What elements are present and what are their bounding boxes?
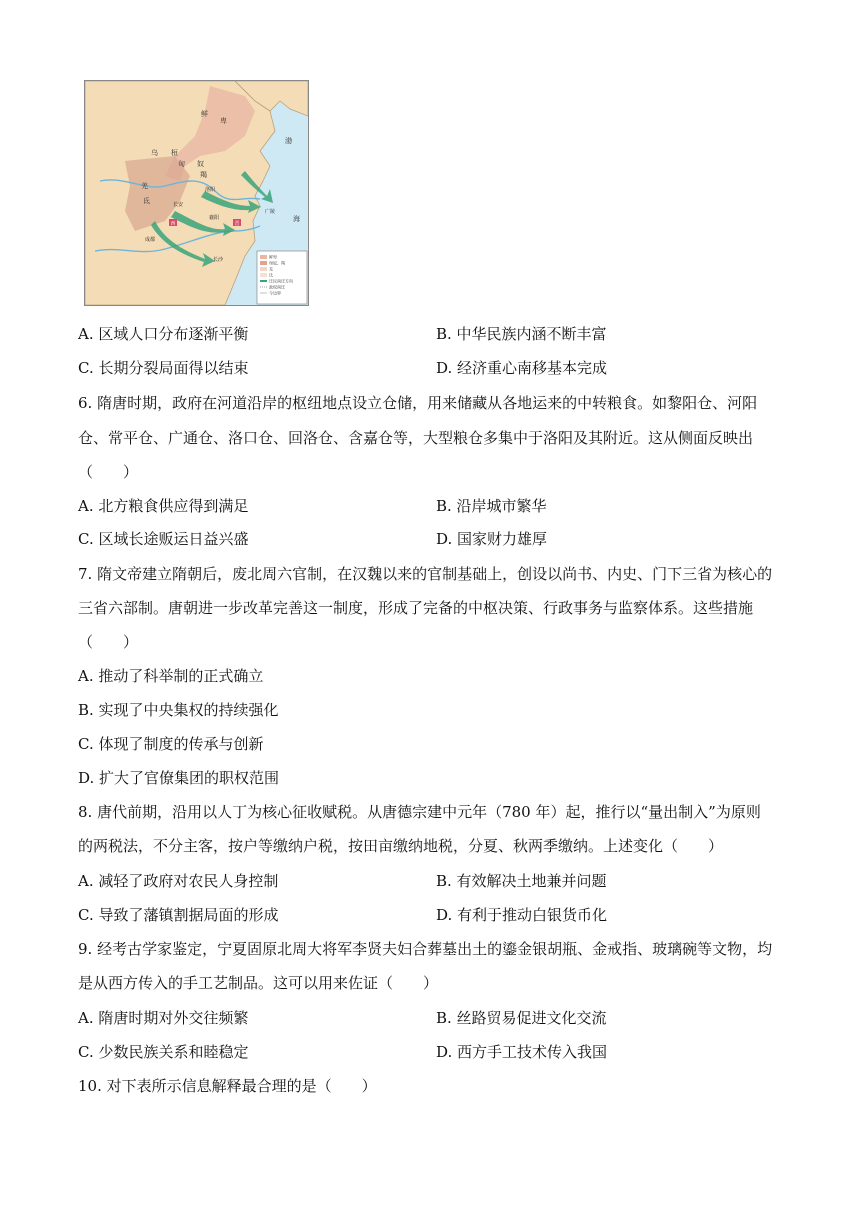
q5-option-c: C. 长期分裂局面得以结束 xyxy=(78,359,249,377)
q5-option-d: D. 经济重心南移基本完成 xyxy=(436,359,608,377)
q5-option-a: A. 区域人口分布逐渐平衡 xyxy=(78,325,249,343)
historical-migration-map xyxy=(84,80,309,306)
q6-option-c: C. 区域长途贩运日益兴盛 xyxy=(78,530,249,548)
map-label-bei: 卑 xyxy=(220,117,227,125)
q7-stem-line-2: 三省六部制。唐朝进一步改革完善这一制度，形成了完备的中枢决策、行政事务与监察体系。这些措施 xyxy=(78,599,754,617)
map-label-luoyang: 洛阳 xyxy=(205,187,216,193)
q10-stem-line-1: 10. 对下表所示信息解释最合理的是（ ） xyxy=(78,1077,377,1095)
q7-option-b: B. 实现了中央集权的持续强化 xyxy=(78,701,279,719)
map-label-nu: 奴 xyxy=(197,160,204,168)
q9-option-d: D. 西方手工技术传入我国 xyxy=(436,1043,608,1061)
map-label-xiangyang: 襄阳 xyxy=(209,215,220,221)
q9-option-c: C. 少数民族关系和睦稳定 xyxy=(78,1043,249,1061)
q5-option-b: B. 中华民族内涵不断丰富 xyxy=(436,325,607,343)
map-label-wu: 乌 xyxy=(151,149,158,157)
q8-stem-line-1: 8. 唐代前期，沿用以人丁为核心征收赋税。从唐德宗建中元年（780 年）起，推行以“量出制入”为原则 xyxy=(78,803,761,821)
map-label-xiong: 匈 xyxy=(178,160,185,168)
map-label-jie: 羯 xyxy=(200,171,207,179)
capital-marker-2-text: 晋 xyxy=(234,221,240,227)
q8-stem-line-2: 的两税法，不分主客，按户等缴纳户税，按田亩缴纳地税，分夏、秋两季缴纳。上述变化（ ） xyxy=(78,837,724,855)
legend-text-3: 羌 xyxy=(269,266,273,272)
map-label-changsha: 长沙 xyxy=(213,257,224,263)
q6-option-b: B. 沿岸城市繁华 xyxy=(436,497,547,515)
q8-option-b: B. 有效解决土地兼并问题 xyxy=(436,872,607,890)
legend-text-1: 鲜卑 xyxy=(269,254,277,260)
q7-stem-line-3: （ ） xyxy=(78,633,139,651)
map-label-changan: 长安 xyxy=(173,202,184,208)
map-label-huan: 桓 xyxy=(171,149,178,157)
q7-option-a: A. 推动了科举制的正式确立 xyxy=(78,667,264,685)
q9-stem-line-2: 是从西方传入的手工艺制品。这可以用来佐证（ ） xyxy=(78,974,439,992)
map-label-di: 氐 xyxy=(143,197,150,205)
q7-option-d: D. 扩大了官僚集团的职权范围 xyxy=(78,769,280,787)
q6-option-a: A. 北方粮食供应得到满足 xyxy=(78,497,249,515)
legend-text-2: 匈奴、羯 xyxy=(269,260,285,266)
q8-option-a: A. 减轻了政府对农民人身控制 xyxy=(78,872,279,890)
capital-marker-1-text: 西 xyxy=(170,221,176,227)
map-label-guangling: 广陵 xyxy=(265,209,276,215)
legend-text-6: 政权南迁 xyxy=(269,284,285,290)
q7-option-c: C. 体现了制度的传承与创新 xyxy=(78,735,264,753)
legend-text-7: 今边界 xyxy=(269,290,281,296)
q6-stem-line-2: 仓、常平仓、广通仓、洛口仓、回洛仓、含嘉仓等，大型粮仓多集中于洛阳及其附近。这从侧面反映出 xyxy=(78,429,754,447)
map-label-xianbei: 鲜 xyxy=(201,110,208,118)
map-svg xyxy=(85,81,308,305)
q6-stem-line-1: 6. 隋唐时期，政府在河道沿岸的枢纽地点设立仓储，用来储藏从各地运来的中转粮食。如黎阳仓、河阳 xyxy=(78,394,758,412)
map-label-qiang: 羌 xyxy=(141,182,148,190)
legend-text-5: 迁民南迁方向 xyxy=(269,278,293,284)
q9-option-a: A. 隋唐时期对外交往频繁 xyxy=(78,1009,249,1027)
map-label-sea: 海 xyxy=(293,215,300,223)
legend-text-4: 氐 xyxy=(269,272,273,278)
map-label-chengdu: 成都 xyxy=(145,237,156,243)
q8-option-c: C. 导致了藩镇割据局面的形成 xyxy=(78,906,279,924)
q6-option-d: D. 国家财力雄厚 xyxy=(436,530,548,548)
map-label-bohai: 渤 xyxy=(285,137,292,145)
q8-option-d: D. 有利于推动白银货币化 xyxy=(436,906,608,924)
q9-option-b: B. 丝路贸易促进文化交流 xyxy=(436,1009,607,1027)
q7-stem-line-1: 7. 隋文帝建立隋朝后，废北周六官制，在汉魏以来的官制基础上，创设以尚书、内史、门下三省为核心的 xyxy=(78,565,773,583)
q9-stem-line-1: 9. 经考古学家鉴定，宁夏固原北周大将军李贤夫妇合葬墓出土的鎏金银胡瓶、金戒指、玻璃碗等文物，均 xyxy=(78,940,773,958)
q6-stem-line-3: （ ） xyxy=(78,463,139,481)
